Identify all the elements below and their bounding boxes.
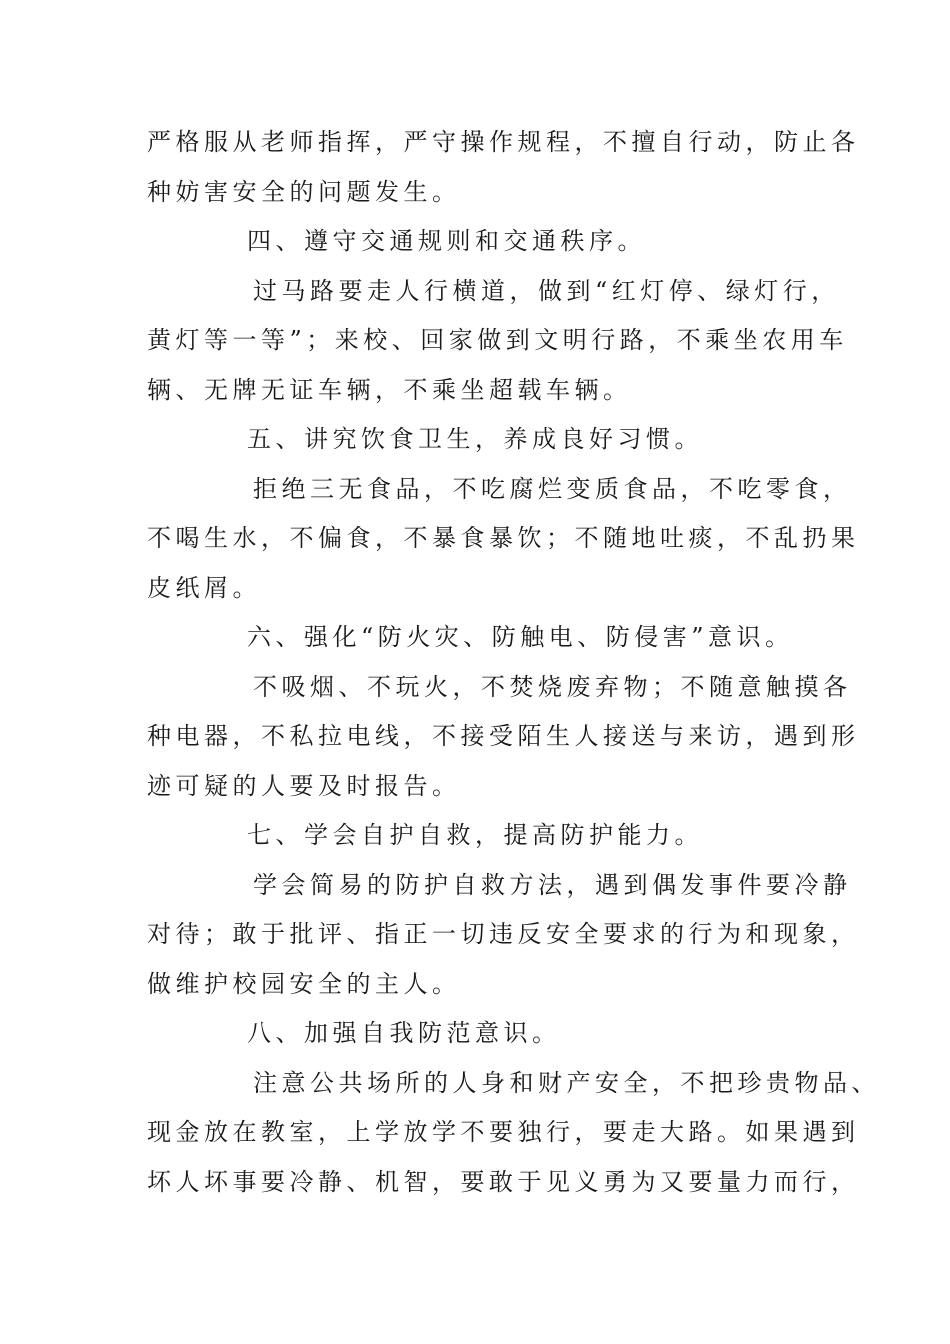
paragraph-line: 皮纸屑。 (147, 573, 261, 602)
section-heading: 七、学会自护自救，提高防护能力。 (247, 821, 703, 849)
paragraph-line: 做维护校园安全的主人。 (147, 969, 461, 998)
section-heading: 四、遵守交通规则和交通秩序。 (247, 227, 646, 255)
section-heading: 五、讲究饮食卫生，养成良好习惯。 (247, 425, 703, 453)
paragraph-line: 种电器，不私拉电线，不接受陌生人接送与来访，遇到形 (147, 722, 860, 750)
paragraph-line: 现金放在教室，上学放学不要独行，要走大路。如果遇到 (147, 1118, 860, 1146)
paragraph-line: 种妨害安全的问题发生。 (147, 177, 461, 206)
paragraph-line: 对待；敢于批评、指正一切违反安全要求的行为和现象， (147, 920, 860, 948)
paragraph-line: 坏人坏事要冷静、机智，要敢于见义勇为又要量力而行， (147, 1167, 860, 1196)
section-heading: 八、加强自我防范意识。 (247, 1019, 561, 1047)
paragraph-first-line: 注意公共场所的人身和财产安全，不把珍贵物品、 (253, 1068, 880, 1097)
paragraph-first-line: 学会简易的防护自救方法，遇到偶发事件要冷静 (253, 870, 852, 899)
paragraph-line: 黄灯等一等”；来校、回家做到文明行路，不乘坐农用车 (147, 326, 848, 354)
paragraph-first-line: 不吸烟、不玩火，不焚烧废弃物；不随意触摸各 (253, 672, 852, 701)
document-body (147, 118, 880, 1207)
paragraph-line: 不喝生水，不偏食，不暴食暴饮；不随地吐痰，不乱扔果 (147, 524, 860, 552)
paragraph-line: 严格服从老师指挥，严守操作规程，不擅自行动，防止各 (147, 128, 860, 156)
paragraph-line: 辆、无牌无证车辆，不乘坐超载车辆。 (147, 375, 632, 404)
section-heading: 六、强化“防火灾、防触电、防侵害”意识。 (247, 623, 794, 651)
paragraph-first-line: 拒绝三无食品，不吃腐烂变质食品，不吃零食， (253, 474, 852, 503)
paragraph-first-line: 过马路要走人行横道，做到“红灯停、绿灯行， (253, 276, 840, 305)
paragraph-line: 迹可疑的人要及时报告。 (147, 771, 461, 800)
